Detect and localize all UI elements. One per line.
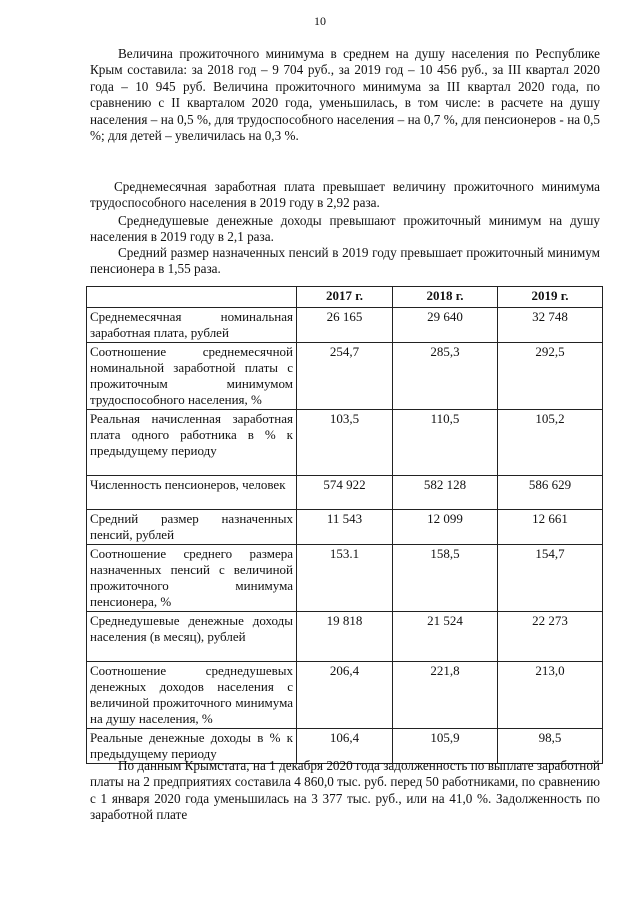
cell-value: 26 165 [297, 308, 393, 343]
cell-value: 154,7 [498, 545, 603, 612]
cell-value: 106,4 [297, 729, 393, 764]
row-label: Среднемесячная номинальная заработная плата, рублей [87, 308, 297, 343]
cell-value: 206,4 [297, 662, 393, 729]
row-label: Среднедушевые денежные доходы населения (в месяц), рублей [87, 612, 297, 662]
paragraph-subsistence-minimum: Величина прожиточного минимума в среднем на душу населения по Республике Крым составила: за 2018 год – 9 704 руб., за 2019 год – 10 456 руб., за III квартал 2020 года – 10 945 руб. Величина прожиточного минимума за III квартал 2020 года, по сравнению с II кварталом 2020 года, уменьшилась, в том числе: в расчете на душу населения – на 0,5 %, для трудоспособного населения – на 0,7 %, для пенсионеров - на 0,5 %; для детей – увеличилась на 0,3 %. [90, 46, 600, 144]
cell-value: 98,5 [498, 729, 603, 764]
cell-value: 213,0 [498, 662, 603, 729]
row-label: Численность пенсионеров, человек [87, 476, 297, 510]
table-row [87, 545, 603, 612]
cell-value: 292,5 [498, 343, 603, 410]
table-row [87, 343, 603, 410]
cell-value: 11 543 [297, 510, 393, 545]
paragraph-wage-ratio: Среднемесячная заработная плата превышает величину прожиточного минимума трудоспособного населения в 2019 году в 2,92 раза. [90, 179, 600, 211]
table-row [87, 476, 603, 510]
row-label: Соотношение среднедушевых денежных доходов населения с величиной прожиточного минимума на душу населения, % [87, 662, 297, 729]
paragraph-wage-arrears: По данным Крымстата, на 1 декабря 2020 года задолженность по выплате заработной платы на 2 предприятиях составила 4 860,0 тыс. руб. перед 50 работниками, по сравнению с 1 января 2020 года уменьшилась на 3 377 тыс. руб., или на 41,0 %. Задолженность по заработной плате [90, 758, 600, 823]
header-year-2017: 2017 г. [297, 287, 393, 308]
table-header-row [87, 287, 603, 308]
page-number: 10 [314, 14, 326, 28]
row-label: Реальные денежные доходы в % к предыдущему периоду [87, 729, 297, 764]
cell-value: 103,5 [297, 410, 393, 476]
row-label: Соотношение среднего размера назначенных пенсий с величиной прожиточного минимума пенсионера, % [87, 545, 297, 612]
cell-value: 12 099 [393, 510, 498, 545]
table-row [87, 410, 603, 476]
cell-value: 586 629 [498, 476, 603, 510]
cell-value: 21 524 [393, 612, 498, 662]
cell-value: 582 128 [393, 476, 498, 510]
statistics-table [86, 286, 603, 764]
row-label: Соотношение среднемесячной номинальной заработной платы с прожиточным минимумом трудоспособного населения, % [87, 343, 297, 410]
cell-value: 22 273 [498, 612, 603, 662]
paragraph-pension-ratio: Средний размер назначенных пенсий в 2019 году превышает прожиточный минимум пенсионера в 1,55 раза. [90, 245, 600, 277]
row-label: Реальная начисленная заработная плата одного работника в % к предыдущему периоду [87, 410, 297, 476]
cell-value: 221,8 [393, 662, 498, 729]
header-empty [87, 287, 297, 308]
table-row [87, 308, 603, 343]
row-label: Средний размер назначенных пенсий, рублей [87, 510, 297, 545]
cell-value: 32 748 [498, 308, 603, 343]
header-year-2018: 2018 г. [393, 287, 498, 308]
cell-value: 29 640 [393, 308, 498, 343]
cell-value: 19 818 [297, 612, 393, 662]
table-row [87, 662, 603, 729]
cell-value: 574 922 [297, 476, 393, 510]
paragraph-income-ratio: Среднедушевые денежные доходы превышают прожиточный минимум на душу населения в 2019 году в 2,1 раза. [90, 213, 600, 245]
cell-value: 105,2 [498, 410, 603, 476]
cell-value: 285,3 [393, 343, 498, 410]
header-year-2019: 2019 г. [498, 287, 603, 308]
cell-value: 12 661 [498, 510, 603, 545]
cell-value: 153.1 [297, 545, 393, 612]
table-row [87, 612, 603, 662]
cell-value: 158,5 [393, 545, 498, 612]
cell-value: 105,9 [393, 729, 498, 764]
table-row [87, 510, 603, 545]
cell-value: 254,7 [297, 343, 393, 410]
cell-value: 110,5 [393, 410, 498, 476]
